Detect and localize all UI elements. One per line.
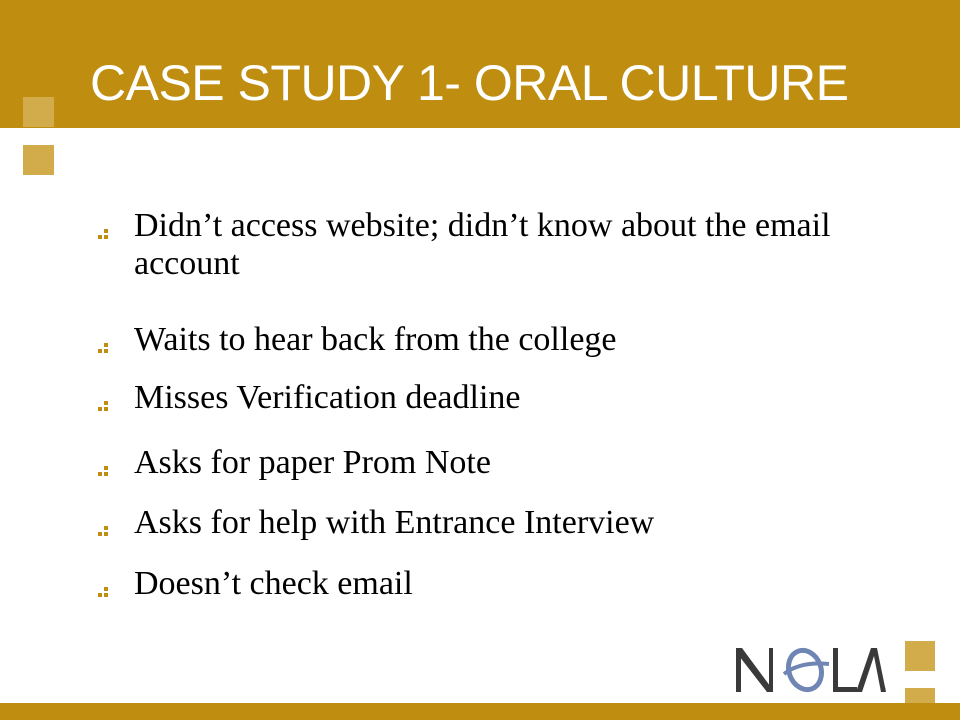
bullet-text: Misses Verification deadline [134,379,521,416]
bullet-item [134,444,874,482]
bullet-item [134,504,874,542]
bullet-text: Asks for paper Prom Note [134,444,491,481]
bullet-item [134,379,874,417]
footer-band [0,703,960,720]
stepped-squares-icon [98,343,108,353]
slide-title: CASE STUDY 1- ORAL CULTURE [90,55,849,111]
bullet-text: Asks for help with Entrance Interview [134,504,655,541]
nola-logo [736,644,886,696]
stepped-squares-icon [98,229,108,239]
stepped-squares-icon [98,466,108,476]
bullet-text: Didn’t access website; didn’t know about the email account [134,207,831,282]
decorative-square-top-left [23,97,54,127]
bullet-item [134,321,874,359]
bullet-text: Doesn’t check email [134,565,413,602]
bullet-item [134,565,874,603]
decorative-square-bottom-right-lower [905,688,935,703]
bullet-text: Waits to hear back from the college [134,321,617,358]
decorative-square-top-left-lower [23,145,54,175]
bullet-item [134,207,874,283]
stepped-squares-icon [98,401,108,411]
stepped-squares-icon [98,587,108,597]
stepped-squares-icon [98,526,108,536]
decorative-square-bottom-right [905,641,935,671]
